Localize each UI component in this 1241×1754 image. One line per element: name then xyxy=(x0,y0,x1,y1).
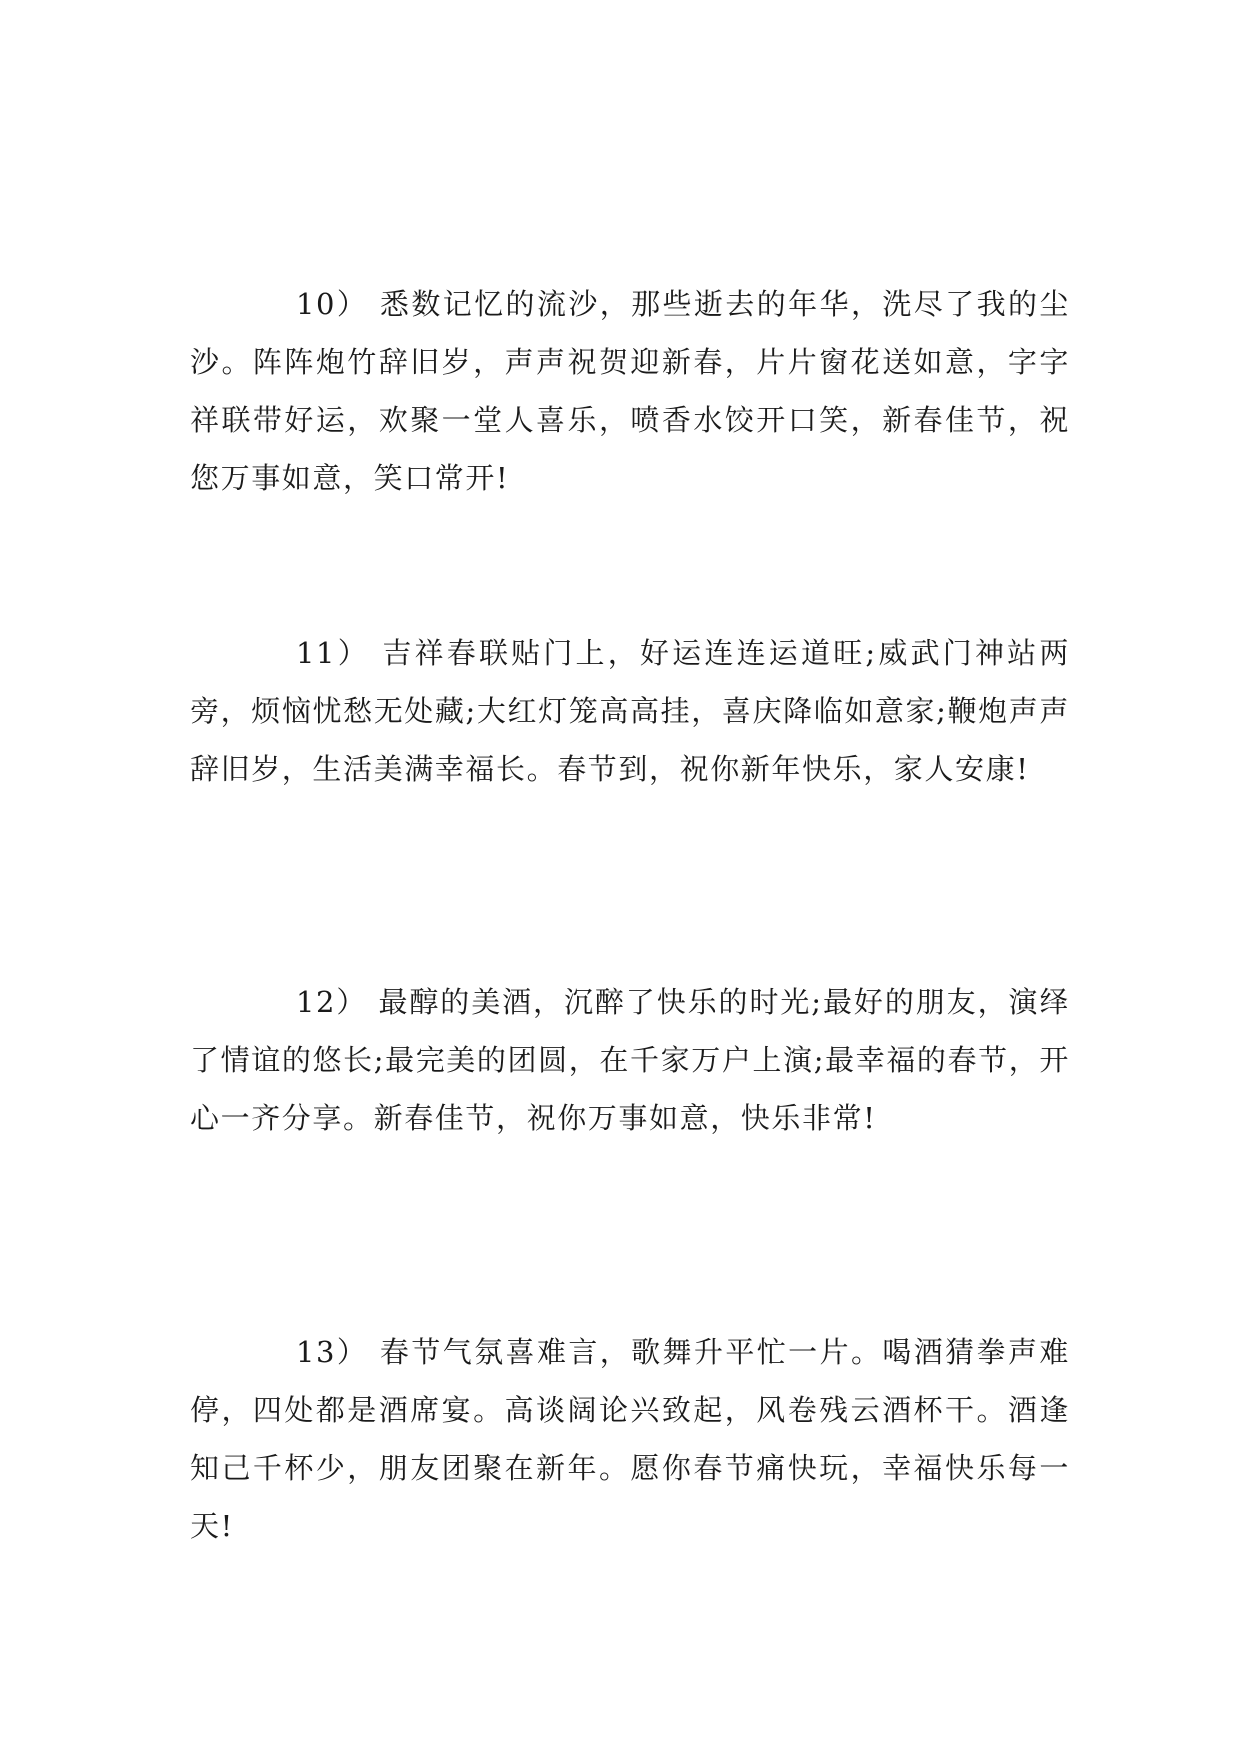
paragraph-11: 11） 吉祥春联贴门上，好运连连运道旺;威武门神站两旁，烦恼忧愁无处藏;大红灯笼高高挂，喜庆降临如意家;鞭炮声声辞旧岁，生活美满幸福长。春节到，祝你新年快乐，家人安康! xyxy=(190,636,1070,786)
paragraph-12: 12） 最醇的美酒，沉醉了快乐的时光;最好的朋友，演绎了情谊的悠长;最完美的团圆，在千家万户上演;最幸福的春节，开心一齐分享。新春佳节，祝你万事如意，快乐非常! xyxy=(190,985,1070,1135)
paragraph-10: 10） 悉数记忆的流沙，那些逝去的年华，洗尽了我的尘沙。阵阵炮竹辞旧岁，声声祝贺迎新春，片片窗花送如意，字字祥联带好运，欢聚一堂人喜乐，喷香水饺开口笑，新春佳节，祝您万事如意，笑口常开! xyxy=(190,287,1070,495)
paragraph-13: 13） 春节气氛喜难言，歌舞升平忙一片。喝酒猜拳声难停，四处都是酒席宴。高谈阔论兴致起，风卷残云酒杯干。酒逢知己千杯少，朋友团聚在新年。愿你春节痛快玩，幸福快乐每一天! xyxy=(190,1335,1070,1543)
